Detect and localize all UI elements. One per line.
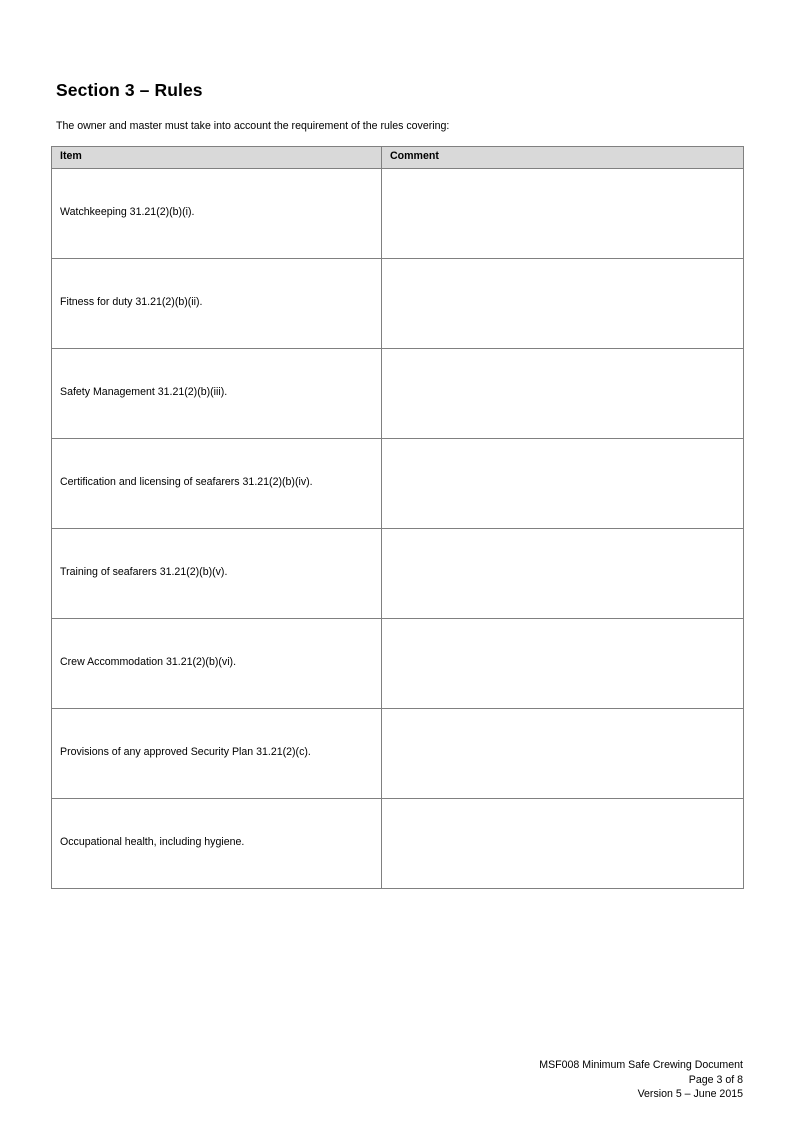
item-cell: Crew Accommodation 31.21(2)(b)(vi). — [52, 618, 382, 708]
comment-cell[interactable] — [382, 528, 744, 618]
footer-version: Version 5 – June 2015 — [637, 1088, 743, 1101]
comment-cell[interactable] — [382, 798, 744, 888]
table-row — [52, 258, 744, 348]
table-row — [52, 708, 744, 798]
comment-cell[interactable] — [382, 348, 744, 438]
page-title: Section 3 – Rules — [56, 80, 203, 100]
page-footer — [343, 1058, 743, 1102]
item-cell: Training of seafarers 31.21(2)(b)(v). — [52, 528, 382, 618]
item-cell: Certification and licensing of seafarers 31.21(2)(b)(iv). — [52, 438, 382, 528]
table-row — [52, 168, 744, 258]
table-row — [52, 618, 744, 708]
table-row — [52, 798, 744, 888]
footer-document-title: MSF008 Minimum Safe Crewing Document — [539, 1059, 743, 1071]
page-content — [51, 80, 743, 889]
table-row — [52, 348, 744, 438]
comment-cell[interactable] — [382, 708, 744, 798]
comment-cell[interactable] — [382, 618, 744, 708]
comment-cell[interactable] — [382, 168, 744, 258]
item-cell: Safety Management 31.21(2)(b)(iii). — [52, 348, 382, 438]
column-header-comment: Comment — [382, 146, 744, 168]
comment-cell[interactable] — [382, 438, 744, 528]
item-cell: Occupational health, including hygiene. — [52, 798, 382, 888]
comment-cell[interactable] — [382, 258, 744, 348]
footer-page-number: Page 3 of 8 — [688, 1073, 743, 1086]
item-cell: Provisions of any approved Security Plan 31.21(2)(c). — [52, 708, 382, 798]
column-header-item: Item — [52, 146, 382, 168]
rules-table — [51, 146, 744, 889]
table-header-row — [52, 146, 744, 168]
rules-table-body — [52, 168, 744, 888]
table-row — [52, 438, 744, 528]
table-row — [52, 528, 744, 618]
item-cell: Watchkeeping 31.21(2)(b)(i). — [52, 168, 382, 258]
section-intro-text: The owner and master must take into account the requirement of the rules covering: — [56, 120, 450, 132]
item-cell: Fitness for duty 31.21(2)(b)(ii). — [52, 258, 382, 348]
rules-table-header — [52, 146, 744, 168]
